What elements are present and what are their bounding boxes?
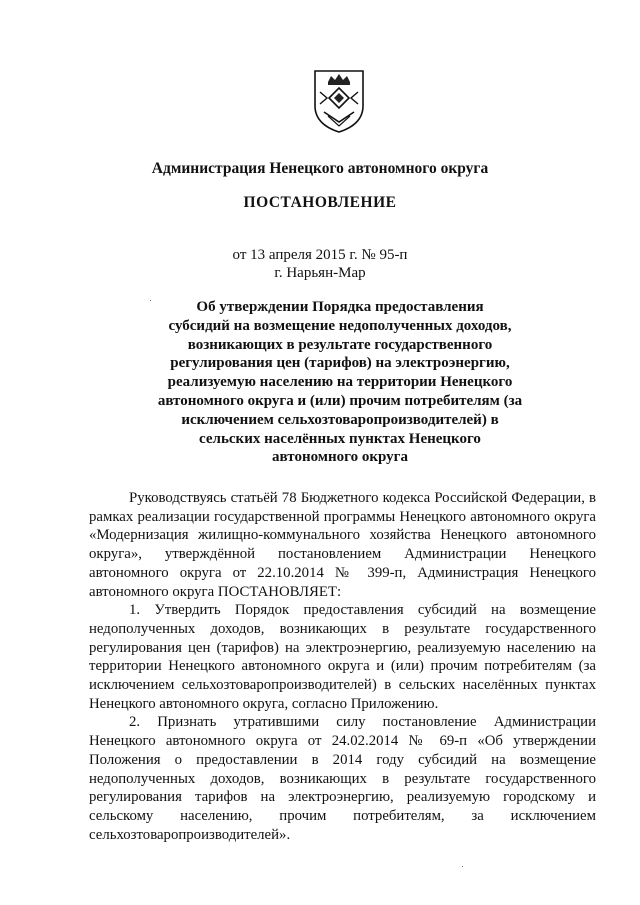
scan-speck [462,866,463,867]
title-line: субсидий на возмещение недополученных доходов, [168,317,512,334]
item-1-paragraph: 1. Утвердить Порядок предоставления субсидий на возмещение недополученных доходов, возникающих в результате государственного регулирования цен (тарифов) на электроэнергию, реализуемую населению на территории Ненецкого автономного округа и (или) прочим потребителям (за исключением сельхозтоваропроизводителей) в сельских населённых пунктах Ненецкого автономного округа, согласно Приложению. [89,602,596,712]
title-line: возникающих в результате государственного [187,336,493,353]
organization-name: Администрация Ненецкого автономного округа [151,160,489,177]
document-type: ПОСТАНОВЛЕНИЕ [243,194,397,211]
date-block [0,246,640,282]
preamble-paragraph: Руководствуясь статьёй 78 Бюджетного кодекса Российской Федерации, в рамках реализации государственной программы Ненецкого автономного округа «Модернизация жилищно-коммунального хозяйства Ненецкого автономного округа», утверждённой постановлением Администрации Ненецкого автономного округа от 22.10.2014 № 399-п, Администрация Ненецкого автономного округа ПОСТАНОВЛЯЕТ: [89,490,596,600]
document-body [89,489,596,844]
date-number: от 13 апреля 2015 г. № 95-п [232,247,408,263]
title-line: автономного округа и (или) прочим потребителям (за [157,392,523,409]
title-line: автономного округа [272,449,408,466]
coat-of-arms-icon [312,68,366,134]
item-2-paragraph: 2. Признать утратившими силу постановление Администрации Ненецкого автономного округа от 24.02.2014 № 69-п «Об утверждении Положения о предоставлении в 2014 году субсидий на возмещение недополученных доходов, возникающих в результате государственного регулирования тарифов на электроэнергию, реализуемую городскому и сельскому населению, прочим потребителям, за исключением сельхозтоваропроизводителей». [89,714,596,843]
title-line: сельских населённых пунктах Ненецкого [199,430,481,447]
scan-speck [150,300,151,301]
title-line: Об утверждении Порядка предоставления [196,299,484,315]
title-line: регулирования цен (тарифов) на электроэнергию, [170,355,510,372]
document-title [140,298,540,467]
city: г. Нарьян-Мар [274,265,366,281]
title-line: исключением сельхозтоваропроизводителей) в [181,411,499,428]
title-line: реализуемую населению на территории Ненецкого [167,374,513,391]
